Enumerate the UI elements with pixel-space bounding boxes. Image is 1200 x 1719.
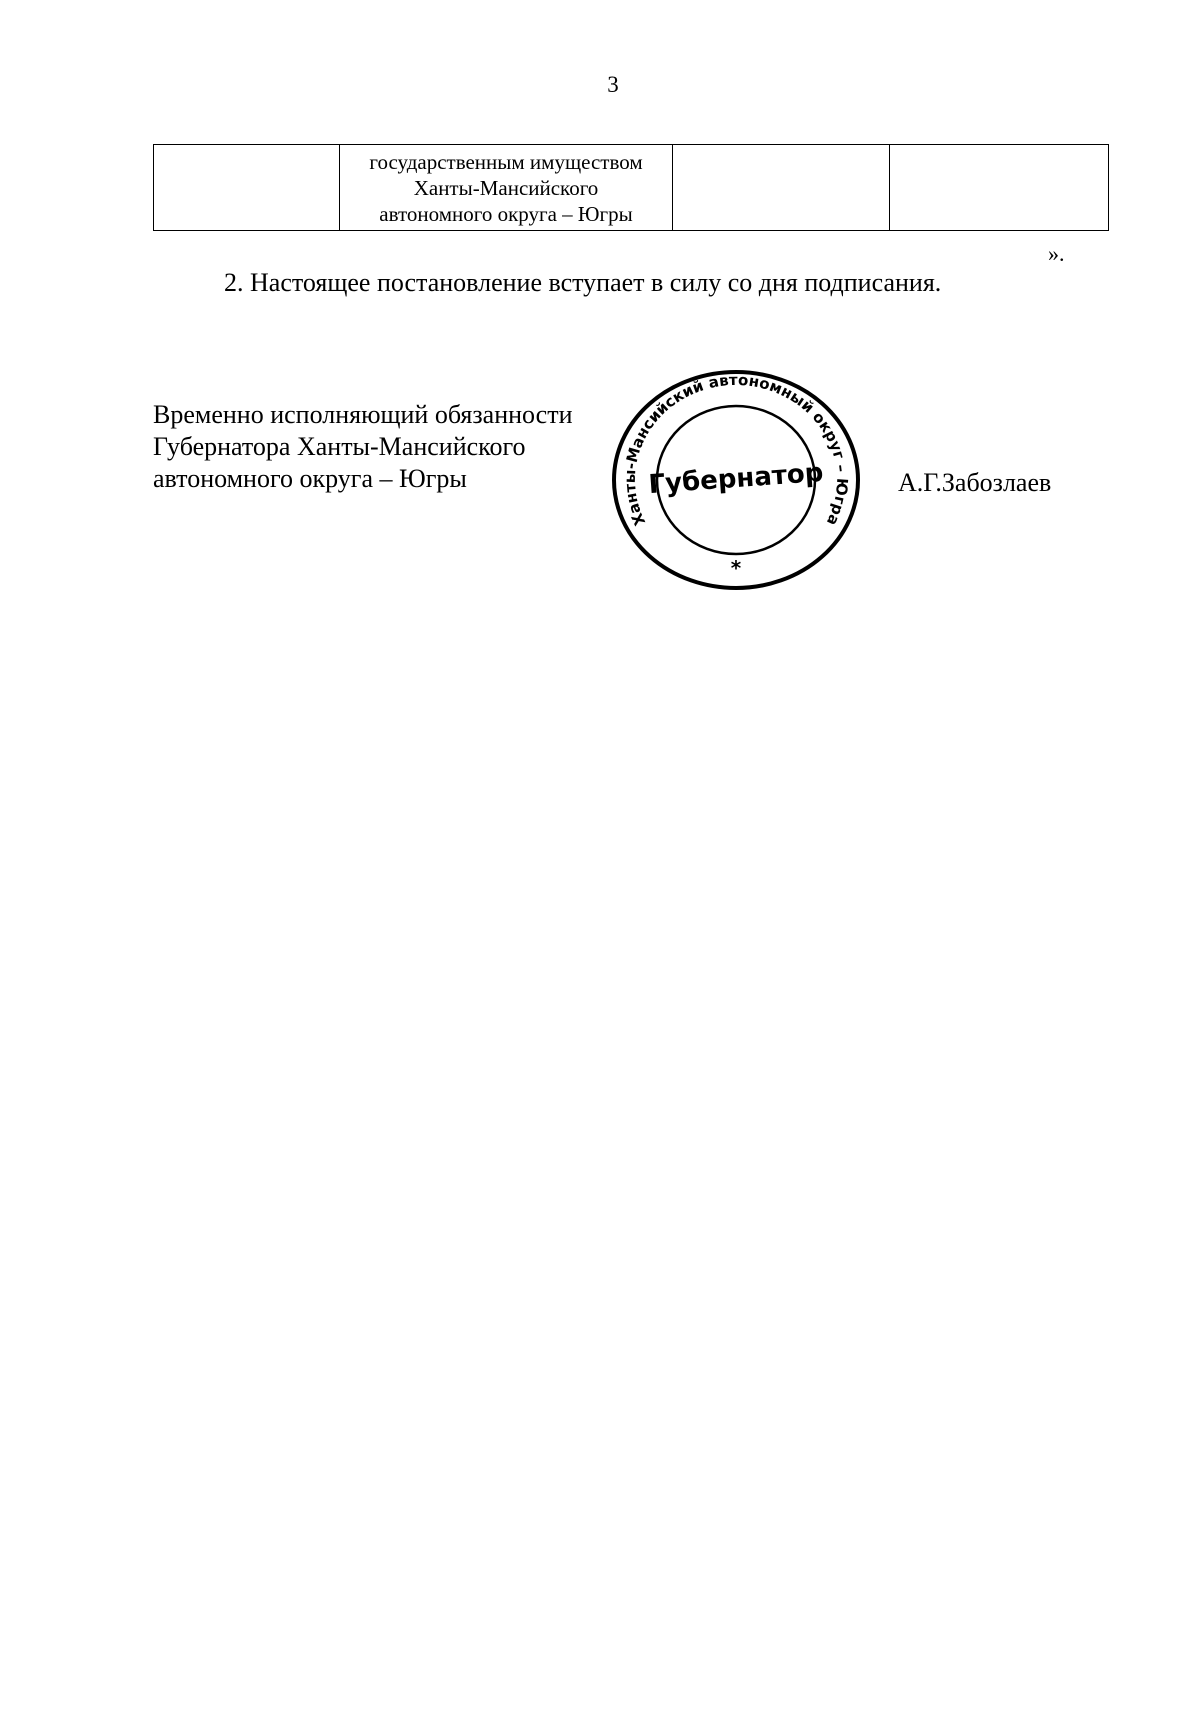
continuation-table [153,144,1109,231]
paragraph-2: 2. Настоящее постановление вступает в силу со дня подписания. [224,268,942,297]
seal-center-text: Губернатор [647,457,825,501]
cell-line-1: государственным имуществом [369,150,643,174]
seal-star: * [730,556,742,580]
table-cell-3 [673,145,890,231]
signatory-line-1: Временно исполняющий обязанности [153,400,573,429]
closing-quote: ». [1048,241,1065,266]
table-cell-1 [154,145,340,231]
page-number: 3 [607,72,619,97]
table-cell-2 [340,145,673,231]
signatory-title [153,399,573,495]
signatory-line-3: автономного округа – Югры [153,464,467,493]
seal-ring-text: Ханты-Мансийский автономный округ – Югра [620,370,852,529]
signer-name: А.Г.Забозлаев [898,468,1052,497]
cell-line-2: Ханты-Мансийского [413,176,599,200]
cell-line-3: автономного округа – Югры [379,202,633,226]
table-cell-4 [890,145,1109,231]
table-row [154,145,1109,231]
signatory-line-2: Губернатора Ханты-Мансийского [153,432,526,461]
official-seal [610,369,862,595]
